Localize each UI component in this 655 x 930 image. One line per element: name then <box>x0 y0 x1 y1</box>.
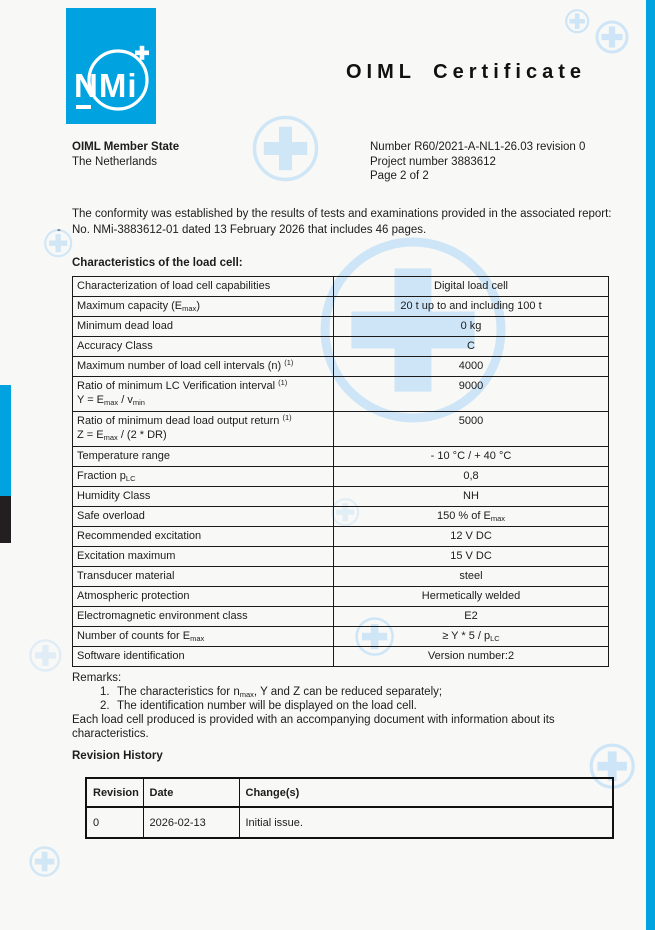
remarks-note: Each load cell produced is provided with an accompanying document with information about its characteristics. <box>72 714 555 740</box>
characteristics-row <box>73 317 609 337</box>
characteristics-row <box>73 277 609 297</box>
characteristic-value: steel <box>334 567 609 587</box>
characteristics-row <box>73 527 609 547</box>
characteristic-label: Humidity Class <box>73 487 334 507</box>
certificate-numbers-block <box>370 140 585 184</box>
member-state-value: The Netherlands <box>72 155 158 168</box>
remarks-section <box>72 671 622 741</box>
report-reference-line <box>57 223 620 238</box>
report-reference: No. NMi-3883612-01 dated 13 February 2026 that includes 46 pages. <box>72 223 427 236</box>
characteristics-row <box>73 337 609 357</box>
characteristic-label: Safe overload <box>73 507 334 527</box>
characteristics-table <box>72 276 609 667</box>
characteristics-row <box>73 447 609 467</box>
characteristic-value: 20 t up to and including 100 t <box>334 297 609 317</box>
plus-circle-watermark-icon <box>251 114 320 183</box>
characteristics-row <box>73 487 609 507</box>
nmi-logo <box>66 8 156 124</box>
characteristic-value: NH <box>334 487 609 507</box>
characteristics-row <box>73 567 609 587</box>
characteristics-row <box>73 377 609 412</box>
characteristic-value: E2 <box>334 607 609 627</box>
characteristic-label: Minimum dead load <box>73 317 334 337</box>
remark-number: 1. <box>100 686 110 698</box>
characteristics-row <box>73 507 609 527</box>
characteristic-label: Characterization of load cell capabilities <box>73 277 334 297</box>
characteristic-value: - 10 °C / + 40 °C <box>334 447 609 467</box>
remark-text: The characteristics for $n_{max}$, Y and Z can be reduced separately; <box>117 686 443 699</box>
characteristics-row <box>73 587 609 607</box>
characteristic-value: 0,8 <box>334 467 609 487</box>
revision-cell: Initial issue. <box>239 807 613 838</box>
remark-text: The identification number will be displayed on the load cell. <box>117 700 417 712</box>
page-title: OIML Certificate <box>346 61 586 83</box>
bullet-dash: - <box>57 223 61 236</box>
remarks-heading: Remarks: <box>72 672 122 684</box>
characteristics-heading: Characteristics of the load cell: <box>72 257 243 269</box>
characteristics-row <box>73 412 609 447</box>
member-state-block <box>72 140 179 169</box>
characteristic-label: Accuracy Class <box>73 337 334 357</box>
remark-number: 2. <box>100 700 110 712</box>
characteristic-value: Digital load cell <box>334 277 609 297</box>
characteristic-label: Maximum capacity $(E_{max})$ <box>73 297 334 317</box>
revision-history-header-row <box>86 778 613 807</box>
characteristic-label: Recommended excitation <box>73 527 334 547</box>
revision-column-header: Change(s) <box>239 778 613 807</box>
plus-circle-watermark-icon <box>28 638 63 673</box>
characteristics-row <box>73 627 609 647</box>
revision-column-header: Date <box>143 778 239 807</box>
characteristic-value: 12 V DC <box>334 527 609 547</box>
characteristic-value: 15 V DC <box>334 547 609 567</box>
revision-cell: 0 <box>86 807 143 838</box>
characteristic-label: Number of counts for $E_{max}$ <box>73 627 334 647</box>
remark-item <box>72 685 622 699</box>
revision-cell: 2026-02-13 <box>143 807 239 838</box>
member-state-label: OIML Member State <box>72 141 180 153</box>
characteristic-value: 150 % of $E_{max}$ <box>334 507 609 527</box>
characteristic-value: Hermetically welded <box>334 587 609 607</box>
conformity-statement <box>57 207 620 237</box>
characteristic-value: 4000 <box>334 357 609 377</box>
conformity-paragraph: The conformity was established by the results of tests and examinations provided in the associated report: <box>72 208 612 220</box>
revision-history-heading: Revision History <box>72 750 163 762</box>
characteristic-label: Ratio of minimum dead load output return $^{(1)}$ $Z = E_{max} / (2 * DR)$ <box>73 412 334 447</box>
plus-circle-watermark-icon <box>594 19 630 55</box>
remark-item <box>72 699 622 713</box>
revision-row <box>86 807 613 838</box>
characteristics-row <box>73 297 609 317</box>
logo-text: NMi <box>74 67 138 104</box>
characteristic-value: ≥ Y * $5 / p_{LC}$ <box>334 627 609 647</box>
plus-circle-watermark-icon <box>28 845 61 878</box>
characteristics-row <box>73 547 609 567</box>
characteristics-row <box>73 357 609 377</box>
characteristic-label: Temperature range <box>73 447 334 467</box>
characteristics-row <box>73 467 609 487</box>
certificate-number: Number R60/2021-A-NL1-26.03 revision 0 <box>370 141 586 153</box>
characteristic-label: Fraction $p_{LC}$ <box>73 467 334 487</box>
characteristic-label: Excitation maximum <box>73 547 334 567</box>
characteristic-label: Ratio of minimum LC Verification interval $^{(1)}$ $Y = E_{max} / v_{min}$ <box>73 377 334 412</box>
characteristic-value: 5000 <box>334 412 609 447</box>
characteristic-value: Version number:2 <box>334 647 609 667</box>
remarks-list <box>72 685 622 713</box>
nmi-logo-mark-icon <box>66 8 156 124</box>
revision-column-header: Revision <box>86 778 143 807</box>
characteristic-label: Transducer material <box>73 567 334 587</box>
revision-history-table <box>85 777 614 839</box>
characteristics-row <box>73 647 609 667</box>
characteristic-value: 0 kg <box>334 317 609 337</box>
characteristic-label: Maximum number of load cell intervals (n) $^{(1)}$ <box>73 357 334 377</box>
page-indicator: Page 2 of 2 <box>370 170 429 182</box>
characteristic-label: Electromagnetic environment class <box>73 607 334 627</box>
characteristic-label: Atmospheric protection <box>73 587 334 607</box>
characteristic-value: 9000 <box>334 377 609 412</box>
plus-circle-watermark-icon <box>564 8 590 34</box>
characteristic-label: Software identification <box>73 647 334 667</box>
characteristic-value: C <box>334 337 609 357</box>
project-number: Project number 3883612 <box>370 155 496 168</box>
characteristics-row <box>73 607 609 627</box>
